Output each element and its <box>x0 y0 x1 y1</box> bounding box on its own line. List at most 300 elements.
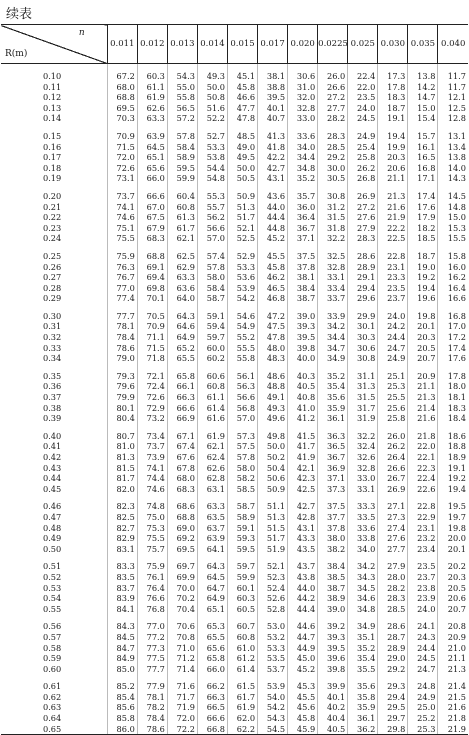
value-cell: 55.0 <box>167 82 197 93</box>
value-cell: 32.6 <box>348 452 378 463</box>
value-cell: 54.6 <box>227 311 257 322</box>
value-cell: 34.9 <box>348 621 378 632</box>
spacer-cell <box>167 554 197 561</box>
radius-cell: 0.65 <box>1 724 107 735</box>
value-cell: 36.9 <box>318 463 348 474</box>
spacer-cell <box>348 64 378 72</box>
group-spacer <box>1 124 468 131</box>
value-cell: 60.5 <box>227 604 257 615</box>
value-cell: 64.7 <box>197 583 227 594</box>
spacer-cell <box>318 184 348 191</box>
value-cell: 20.8 <box>438 621 468 632</box>
spacer-cell <box>227 124 257 131</box>
value-cell: 18.3 <box>438 403 468 414</box>
value-cell: 23.5 <box>348 92 378 103</box>
value-cell: 21.4 <box>408 403 438 414</box>
value-cell: 24.5 <box>408 653 438 664</box>
value-cell: 61.4 <box>197 403 227 414</box>
value-cell: 33.7 <box>318 293 348 304</box>
spacer-cell <box>408 554 438 561</box>
value-cell: 70.8 <box>167 632 197 643</box>
value-cell: 20.9 <box>408 371 438 382</box>
value-cell: 43.1 <box>288 523 318 534</box>
value-cell: 24.9 <box>348 131 378 142</box>
value-cell: 61.3 <box>167 212 197 223</box>
spacer-cell <box>227 64 257 72</box>
table-row <box>1 561 468 572</box>
value-cell: 23.9 <box>408 593 438 604</box>
value-cell: 23.8 <box>408 583 438 594</box>
value-cell: 67.4 <box>167 441 197 452</box>
value-cell: 44.4 <box>288 604 318 615</box>
value-cell: 28.2 <box>378 583 408 594</box>
value-cell: 40.8 <box>288 392 318 403</box>
spacer-cell <box>197 494 227 501</box>
value-cell: 85.8 <box>107 713 137 724</box>
value-cell: 55.2 <box>227 332 257 343</box>
value-cell: 54.9 <box>227 321 257 332</box>
value-cell: 59.7 <box>227 561 257 572</box>
table-row <box>1 283 468 294</box>
value-cell: 34.0 <box>348 544 378 555</box>
spacer-cell <box>318 64 348 72</box>
value-cell: 24.0 <box>408 604 438 615</box>
value-cell: 78.2 <box>137 702 167 713</box>
value-cell: 37.1 <box>288 233 318 244</box>
value-cell: 58.2 <box>227 473 257 484</box>
value-cell: 15.5 <box>438 233 468 244</box>
table-row <box>1 632 468 643</box>
spacer-cell <box>288 674 318 681</box>
value-cell: 22.5 <box>378 233 408 244</box>
value-cell: 14.8 <box>438 202 468 213</box>
value-cell: 59.5 <box>227 544 257 555</box>
value-cell: 53.3 <box>227 262 257 273</box>
value-cell: 79.0 <box>107 353 137 364</box>
value-cell: 50.5 <box>227 173 257 184</box>
value-cell: 19.2 <box>408 272 438 283</box>
value-cell: 64.9 <box>167 332 197 343</box>
spacer-cell <box>318 424 348 431</box>
value-cell: 24.8 <box>408 681 438 692</box>
spacer-cell <box>318 304 348 311</box>
value-cell: 37.7 <box>318 512 348 523</box>
spacer-cell <box>107 494 137 501</box>
value-cell: 45.2 <box>258 233 288 244</box>
spacer-cell <box>227 244 257 251</box>
group-spacer <box>1 304 468 311</box>
value-cell: 38.4 <box>318 561 348 572</box>
value-cell: 82.5 <box>107 512 137 523</box>
value-cell: 65.5 <box>167 353 197 364</box>
table-row <box>1 604 468 615</box>
value-cell: 33.4 <box>318 283 348 294</box>
table-row <box>1 643 468 654</box>
value-cell: 33.0 <box>288 113 318 124</box>
value-cell: 78.1 <box>137 692 167 703</box>
table-row <box>1 142 468 153</box>
value-cell: 22.4 <box>348 71 378 82</box>
value-cell: 61.9 <box>137 92 167 103</box>
value-cell: 26.4 <box>378 452 408 463</box>
spacer-cell <box>167 674 197 681</box>
spacer-cell <box>288 124 318 131</box>
value-cell: 53.3 <box>197 142 227 153</box>
table-row <box>1 692 468 703</box>
value-cell: 52.4 <box>258 583 288 594</box>
value-cell: 58.0 <box>227 463 257 474</box>
value-cell: 36.1 <box>348 713 378 724</box>
value-cell: 18.5 <box>408 233 438 244</box>
value-cell: 15.4 <box>408 113 438 124</box>
value-cell: 60.8 <box>167 202 197 213</box>
value-cell: 33.6 <box>348 523 378 534</box>
value-cell: 16.4 <box>438 283 468 294</box>
value-cell: 68.8 <box>137 251 167 262</box>
value-cell: 59.1 <box>227 523 257 534</box>
value-cell: 44.2 <box>288 593 318 604</box>
value-cell: 83.9 <box>107 593 137 604</box>
value-cell: 79.3 <box>107 371 137 382</box>
value-cell: 28.3 <box>378 593 408 604</box>
value-cell: 22.9 <box>408 512 438 523</box>
table-row <box>1 371 468 382</box>
value-cell: 36.1 <box>318 413 348 424</box>
value-cell: 39.5 <box>258 92 288 103</box>
radius-cell: 0.30 <box>43 310 62 321</box>
value-cell: 81.0 <box>107 441 137 452</box>
table-row <box>1 113 468 124</box>
value-cell: 52.9 <box>227 251 257 262</box>
value-cell: 73.9 <box>137 452 167 463</box>
value-cell: 57.5 <box>227 441 257 452</box>
value-cell: 60.1 <box>227 583 257 594</box>
value-cell: 17.1 <box>408 173 438 184</box>
value-cell: 46.2 <box>258 272 288 283</box>
value-cell: 34.5 <box>348 583 378 594</box>
spacer-cell <box>348 674 378 681</box>
value-cell: 39.5 <box>288 332 318 343</box>
value-cell: 47.5 <box>258 321 288 332</box>
value-cell: 66.6 <box>137 191 167 202</box>
value-cell: 20.3 <box>408 332 438 343</box>
value-cell: 72.9 <box>137 403 167 414</box>
value-cell: 21.6 <box>438 702 468 713</box>
value-cell: 41.8 <box>258 142 288 153</box>
value-cell: 29.4 <box>348 283 378 294</box>
value-cell: 39.0 <box>288 311 318 322</box>
value-cell: 77.4 <box>107 293 137 304</box>
value-cell: 25.6 <box>378 403 408 414</box>
value-cell: 11.7 <box>438 82 468 93</box>
value-cell: 75.7 <box>137 544 167 555</box>
table-header-row <box>1 25 468 64</box>
value-cell: 48.8 <box>258 381 288 392</box>
table-row <box>1 484 468 495</box>
spacer-cell <box>1 614 107 621</box>
value-cell: 60.6 <box>197 371 227 382</box>
table-row <box>1 523 468 534</box>
value-cell: 32.5 <box>318 251 348 262</box>
value-cell: 28.5 <box>378 604 408 615</box>
value-cell: 39.6 <box>318 653 348 664</box>
value-cell: 24.5 <box>348 113 378 124</box>
radius-cell: 0.55 <box>43 603 62 614</box>
value-cell: 20.0 <box>438 533 468 544</box>
value-cell: 54.4 <box>197 163 227 174</box>
value-cell: 32.8 <box>318 262 348 273</box>
value-cell: 77.5 <box>137 653 167 664</box>
value-cell: 60.0 <box>197 343 227 354</box>
value-cell: 63.3 <box>197 501 227 512</box>
spacer-cell <box>1 124 107 131</box>
value-cell: 81.7 <box>107 473 137 484</box>
value-cell: 43.5 <box>288 544 318 555</box>
value-cell: 21.9 <box>438 724 468 735</box>
value-cell: 84.3 <box>107 621 137 632</box>
spacer-cell <box>408 494 438 501</box>
value-cell: 40.7 <box>258 113 288 124</box>
value-cell: 13.8 <box>408 71 438 82</box>
spacer-cell <box>378 244 408 251</box>
value-cell: 69.1 <box>137 262 167 273</box>
value-cell: 20.7 <box>438 604 468 615</box>
value-cell: 16.2 <box>438 272 468 283</box>
value-cell: 17.9 <box>408 212 438 223</box>
value-cell: 16.1 <box>408 142 438 153</box>
value-cell: 29.0 <box>378 653 408 664</box>
value-cell: 45.2 <box>288 664 318 675</box>
value-cell: 56.2 <box>197 212 227 223</box>
spacer-cell <box>167 304 197 311</box>
value-cell: 68.3 <box>137 233 167 244</box>
spacer-cell <box>378 124 408 131</box>
spacer-cell <box>288 554 318 561</box>
radius-cell: 0.17 <box>43 152 62 163</box>
value-cell: 17.8 <box>438 371 468 382</box>
value-cell: 43.3 <box>288 533 318 544</box>
value-cell: 64.9 <box>197 593 227 604</box>
value-cell: 74.6 <box>137 484 167 495</box>
value-cell: 23.4 <box>408 544 438 555</box>
value-cell: 25.3 <box>378 381 408 392</box>
value-cell: 74.4 <box>137 473 167 484</box>
n-label: n <box>78 28 85 38</box>
value-cell: 57.2 <box>167 113 197 124</box>
value-cell: 13.8 <box>438 152 468 163</box>
value-cell: 64.0 <box>167 293 197 304</box>
value-cell: 40.1 <box>318 692 348 703</box>
value-cell: 50.0 <box>258 441 288 452</box>
value-cell: 24.4 <box>408 643 438 654</box>
value-cell: 33.3 <box>348 501 378 512</box>
value-cell: 59.7 <box>197 332 227 343</box>
value-cell: 83.3 <box>107 561 137 572</box>
value-cell: 71.9 <box>167 702 197 713</box>
value-cell: 60.8 <box>197 381 227 392</box>
value-cell: 80.1 <box>107 403 137 414</box>
value-cell: 38.1 <box>258 71 288 82</box>
value-cell: 41.2 <box>288 413 318 424</box>
value-cell: 21.3 <box>438 664 468 675</box>
value-cell: 44.0 <box>258 202 288 213</box>
value-cell: 46.6 <box>227 92 257 103</box>
value-cell: 61.2 <box>227 653 257 664</box>
value-cell: 36.2 <box>348 724 378 735</box>
spacer-cell <box>258 64 288 72</box>
table-row <box>1 512 468 523</box>
table-row <box>1 152 468 163</box>
value-cell: 21.1 <box>438 653 468 664</box>
value-cell: 57.8 <box>227 452 257 463</box>
spacer-cell <box>1 424 107 431</box>
table-row <box>1 92 468 103</box>
value-cell: 62.4 <box>197 452 227 463</box>
value-cell: 20.6 <box>438 593 468 604</box>
value-cell: 17.2 <box>438 332 468 343</box>
value-cell: 21.4 <box>438 681 468 692</box>
spacer-cell <box>107 184 137 191</box>
value-cell: 17.4 <box>408 191 438 202</box>
value-cell: 35.5 <box>348 664 378 675</box>
radius-cell: 0.18 <box>43 162 62 173</box>
spacer-cell <box>318 244 348 251</box>
group-spacer <box>1 64 468 72</box>
spacer-cell <box>107 244 137 251</box>
spacer-cell <box>438 554 468 561</box>
spacer-cell <box>167 184 197 191</box>
value-cell: 25.4 <box>348 142 378 153</box>
value-cell: 29.3 <box>378 681 408 692</box>
value-cell: 62.6 <box>137 103 167 114</box>
radius-cell: 0.41 <box>43 441 62 452</box>
value-cell: 25.8 <box>348 152 378 163</box>
spacer-cell <box>288 494 318 501</box>
value-cell: 11.7 <box>438 71 468 82</box>
value-cell: 68.8 <box>167 512 197 523</box>
table-row <box>1 431 468 442</box>
spacer-cell <box>408 614 438 621</box>
value-cell: 19.4 <box>438 484 468 495</box>
value-cell: 48.3 <box>258 353 288 364</box>
value-cell: 34.6 <box>348 593 378 604</box>
spacer-cell <box>167 124 197 131</box>
value-cell: 37.5 <box>288 251 318 262</box>
value-cell: 68.0 <box>167 473 197 484</box>
value-cell: 65.8 <box>167 371 197 382</box>
value-cell: 68.0 <box>107 82 137 93</box>
value-cell: 82.9 <box>107 533 137 544</box>
value-cell: 47.2 <box>258 311 288 322</box>
value-cell: 76.8 <box>137 604 167 615</box>
spacer-cell <box>438 424 468 431</box>
value-cell: 28.7 <box>378 632 408 643</box>
value-cell: 80.7 <box>107 431 137 442</box>
column-header: 0.011 <box>107 25 137 64</box>
spacer-cell <box>227 494 257 501</box>
spacer-cell <box>227 674 257 681</box>
value-cell: 33.5 <box>348 512 378 523</box>
value-cell: 72.4 <box>137 381 167 392</box>
value-cell: 72.6 <box>107 163 137 174</box>
value-cell: 85.6 <box>107 702 137 713</box>
group-spacer <box>1 614 468 621</box>
value-cell: 53.0 <box>258 621 288 632</box>
value-cell: 25.5 <box>378 392 408 403</box>
value-cell: 59.9 <box>227 572 257 583</box>
spacer-cell <box>318 554 348 561</box>
spacer-cell <box>1 674 107 681</box>
value-cell: 47.8 <box>227 113 257 124</box>
value-cell: 25.2 <box>408 713 438 724</box>
radius-cell: 0.16 <box>43 141 62 152</box>
value-cell: 12.5 <box>438 103 468 114</box>
value-cell: 26.8 <box>348 173 378 184</box>
r-label: R(m) <box>5 49 28 59</box>
radius-cell: 0.23 <box>43 222 62 233</box>
table-row <box>1 413 468 424</box>
spacer-cell <box>318 364 348 371</box>
spacer-cell <box>167 64 197 72</box>
value-cell: 69.8 <box>137 283 167 294</box>
spacer-cell <box>137 364 167 371</box>
value-cell: 20.3 <box>378 152 408 163</box>
value-cell: 40.5 <box>288 381 318 392</box>
value-cell: 18.3 <box>378 92 408 103</box>
value-cell: 64.3 <box>197 561 227 572</box>
spacer-cell <box>288 64 318 72</box>
table-row <box>1 441 468 452</box>
value-cell: 58.9 <box>167 152 197 163</box>
value-cell: 44.7 <box>288 632 318 643</box>
spacer-cell <box>137 674 167 681</box>
value-cell: 35.4 <box>318 381 348 392</box>
value-cell: 29.9 <box>348 311 378 322</box>
value-cell: 52.6 <box>258 593 288 604</box>
value-cell: 33.9 <box>318 311 348 322</box>
spacer-cell <box>227 184 257 191</box>
value-cell: 82.7 <box>107 523 137 534</box>
spacer-cell <box>227 424 257 431</box>
value-cell: 21.0 <box>438 643 468 654</box>
value-cell: 62.6 <box>197 463 227 474</box>
value-cell: 65.6 <box>137 163 167 174</box>
value-cell: 59.1 <box>197 311 227 322</box>
spacer-cell <box>137 614 167 621</box>
value-cell: 59.4 <box>197 321 227 332</box>
value-cell: 19.0 <box>408 262 438 273</box>
value-cell: 17.8 <box>378 82 408 93</box>
value-cell: 64.5 <box>137 142 167 153</box>
value-cell: 27.1 <box>378 501 408 512</box>
spacer-cell <box>408 64 438 72</box>
radius-cell: 0.14 <box>43 113 62 124</box>
value-cell: 69.5 <box>167 544 197 555</box>
value-cell: 75.9 <box>137 561 167 572</box>
value-cell: 35.6 <box>318 392 348 403</box>
value-cell: 64.5 <box>197 572 227 583</box>
value-cell: 50.8 <box>197 92 227 103</box>
spacer-cell <box>1 494 107 501</box>
value-cell: 61.1 <box>137 82 167 93</box>
value-cell: 46.8 <box>258 293 288 304</box>
radius-cell: 0.22 <box>43 212 62 223</box>
value-cell: 35.7 <box>288 191 318 202</box>
value-cell: 66.3 <box>167 392 197 403</box>
value-cell: 63.1 <box>197 484 227 495</box>
value-cell: 58.7 <box>197 293 227 304</box>
value-cell: 32.2 <box>318 233 348 244</box>
